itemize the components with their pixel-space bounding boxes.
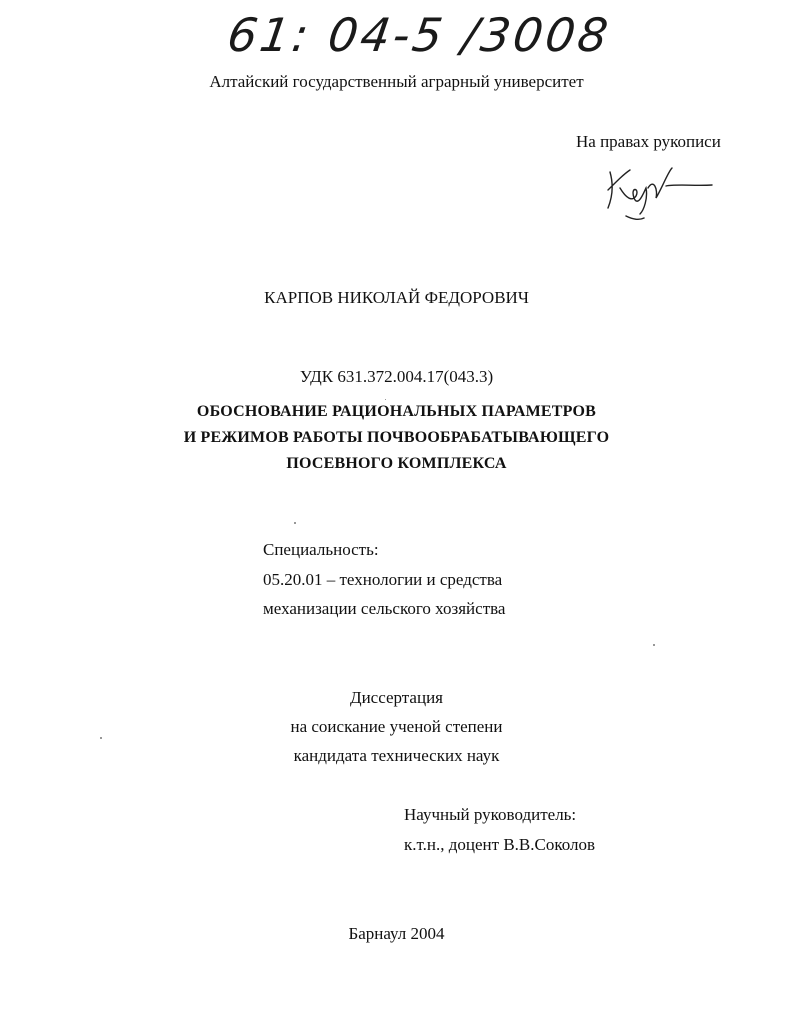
university-name: Алтайский государственный аграрный университет — [209, 72, 584, 91]
place-year: Барнаул 2004 — [348, 924, 445, 943]
title-line-2: И РЕЖИМОВ РАБОТЫ ПОЧВООБРАБАТЫВАЮЩЕГО — [183, 429, 610, 446]
udc-code: УДК 631.372.004.17(043.3) — [299, 367, 494, 386]
degree-field: кандидата технических наук — [293, 746, 500, 765]
specialty-label: Специальность: — [263, 540, 379, 559]
scan-speck — [294, 522, 296, 524]
title-line-1: ОБОСНОВАНИЕ РАЦИОНАЛЬНЫХ ПАРАМЕТРОВ — [196, 403, 597, 420]
specialty-description: механизации сельского хозяйства — [263, 599, 506, 618]
dissertation-label: Диссертация — [349, 688, 443, 707]
scan-speck — [653, 644, 655, 646]
author-name: КАРПОВ НИКОЛАЙ ФЕДОРОВИЧ — [264, 288, 529, 307]
signature-image — [600, 158, 715, 228]
degree-line: на соискание ученой степени — [290, 717, 503, 736]
specialty-code: 05.20.01 – технологии и средства — [263, 570, 503, 589]
scan-speck — [385, 399, 386, 400]
scan-speck — [100, 737, 102, 739]
supervisor-name: к.т.н., доцент В.В.Соколов — [404, 835, 596, 854]
supervisor-label: Научный руководитель: — [404, 805, 577, 824]
handwritten-catalog-number: 61: 04-5 /3008 — [224, 8, 615, 62]
title-line-3: ПОСЕВНОГО КОМПЛЕКСА — [286, 455, 507, 472]
manuscript-rights-note: На правах рукописи — [576, 132, 721, 151]
